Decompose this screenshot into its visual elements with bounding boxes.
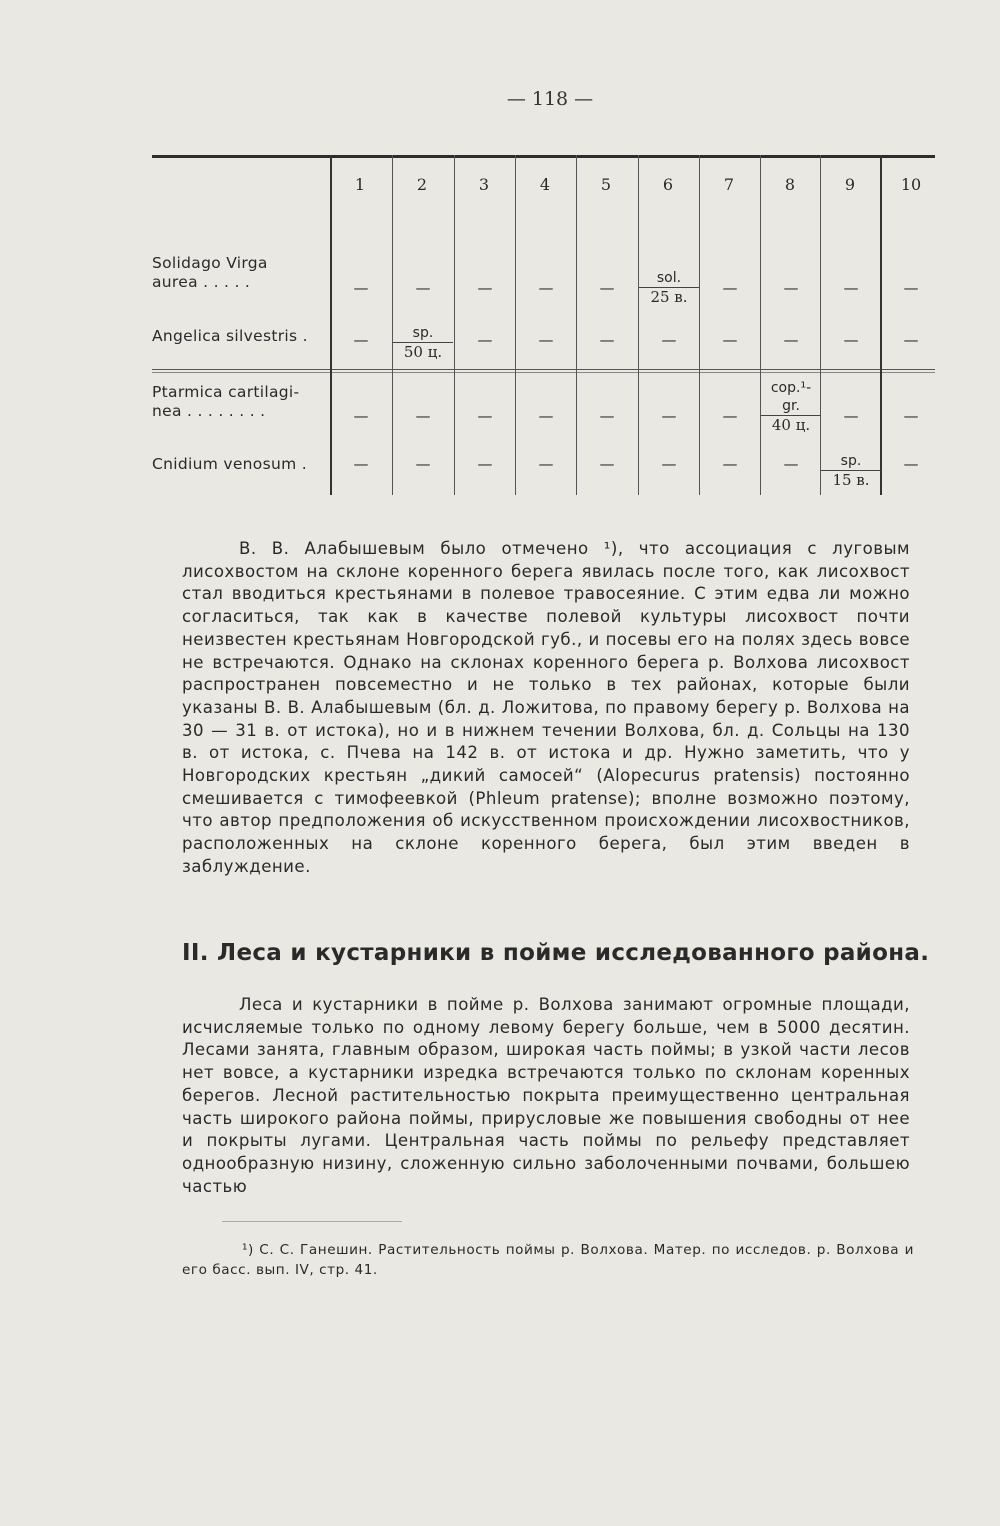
table-cell-dash: — bbox=[661, 407, 677, 425]
table-cell-abundance bbox=[821, 452, 881, 489]
table-cell-dash: — bbox=[477, 331, 493, 349]
abundance-value: cop.¹-gr. bbox=[770, 380, 812, 414]
table-cell-dash: — bbox=[783, 455, 799, 473]
abundance-location: 15 в. bbox=[821, 470, 881, 489]
column-number-5: 5 bbox=[600, 175, 612, 194]
table-cell-dash: — bbox=[843, 279, 859, 297]
table-cell-dash: — bbox=[722, 407, 738, 425]
table-column-divider bbox=[330, 155, 332, 495]
species-name-line: Ptarmica cartilagi- bbox=[152, 383, 300, 401]
table-cell-abundance bbox=[639, 269, 699, 306]
paragraph-1-text: В. В. Алабышевым было отмечено ¹), что ассоциация с луговым лисохвостом на склоне коренного берега явилась после того, как лисохвост стал вводиться крестьянами в полевое травосеяние. С этим едва ли можно согласиться, так как в качестве полевой культуры лисохвост почти неизвестен крестьянам Новгородской губ., и посевы его на полях здесь вовсе не встречаются. Однако на склонах коренного берега р. Волхова лисохвост распространен повсеместно и не только в тех районах, которые были указаны В. В. Алабышевым (бл. д. Ложитова, по правому берегу р. Волхова на 30 — 31 в. от истока), но и в нижнем течении Волхова, бл. д. Сольцы на 130 в. от истока, с. Пчева на 142 в. от истока и др. Нужно заметить, что у Новгородских крестьян „дикий самосей“ (Alopecurus pratensis) постоянно смешивается с тимофеевкой (Phleum pratense); вполне возможно поэтому, что автор предположения об искусственном происхождении лисохвостников, расположенных на склоне коренного берега, был этим введен в заблуждение. bbox=[182, 539, 910, 876]
table-cell-dash: — bbox=[477, 407, 493, 425]
abundance-value: sp. bbox=[840, 453, 862, 469]
table-cell-dash: — bbox=[903, 279, 919, 297]
column-number-7: 7 bbox=[723, 175, 735, 194]
species-name bbox=[152, 455, 327, 474]
table-column-divider bbox=[515, 155, 516, 495]
footnote bbox=[182, 1240, 914, 1280]
table-column-divider bbox=[820, 155, 821, 495]
table-cell-dash: — bbox=[903, 407, 919, 425]
table-cell-dash: — bbox=[415, 455, 431, 473]
species-name-line: nea . . . . . . . . bbox=[152, 402, 266, 420]
page-number: — 118 — bbox=[506, 88, 594, 110]
table-cell-dash: — bbox=[353, 331, 369, 349]
table-cell-dash: — bbox=[599, 331, 615, 349]
table-cell-dash: — bbox=[538, 331, 554, 349]
species-name-line: Cnidium venosum . bbox=[152, 455, 307, 473]
table-cell-dash: — bbox=[477, 455, 493, 473]
table-column-divider bbox=[760, 155, 761, 495]
column-number-8: 8 bbox=[784, 175, 796, 194]
table-cell-dash: — bbox=[538, 407, 554, 425]
table-top-rule bbox=[152, 155, 935, 158]
table-cell-dash: — bbox=[599, 279, 615, 297]
table-cell-dash: — bbox=[538, 455, 554, 473]
column-number-10: 10 bbox=[900, 175, 922, 194]
column-number-3: 3 bbox=[478, 175, 490, 194]
abundance-location: 50 ц. bbox=[393, 342, 453, 361]
table-cell-dash: — bbox=[843, 407, 859, 425]
table-cell-dash: — bbox=[783, 331, 799, 349]
table-cell-dash: — bbox=[353, 455, 369, 473]
column-number-9: 9 bbox=[844, 175, 856, 194]
paragraph-forests bbox=[182, 994, 910, 1198]
column-number-1: 1 bbox=[354, 175, 366, 194]
species-name-line: aurea . . . . . bbox=[152, 273, 251, 291]
vegetation-table bbox=[152, 155, 935, 495]
table-cell-dash: — bbox=[477, 279, 493, 297]
footnote-rule bbox=[222, 1221, 402, 1222]
abundance-location: 40 ц. bbox=[761, 415, 821, 434]
table-cell-dash: — bbox=[415, 407, 431, 425]
paragraph-alabyshev bbox=[182, 538, 910, 879]
species-name bbox=[152, 327, 327, 346]
abundance-value: sol. bbox=[656, 270, 682, 286]
table-header-rule-2 bbox=[152, 372, 935, 373]
column-number-4: 4 bbox=[539, 175, 551, 194]
table-column-divider bbox=[576, 155, 577, 495]
paragraph-2-text: Леса и кустарники в пойме р. Волхова занимают огромные площади, исчисляемые только по одному левому берегу больше, чем в 5000 десятин. Лесами занята, главным образом, широкая часть поймы; в узкой части лесов нет вовсе, а кустарники изредка встречаются только по склонам коренных берегов. Лесной растительностью покрыта преимущественно центральная часть широкого района поймы, прирусловые же повышения свободны от нее и покрыты лугами. Центральная часть поймы по рельефу представляет однообразную низину, сложенную сильно заболоченными почвами, большею частью bbox=[182, 995, 910, 1196]
column-number-2: 2 bbox=[416, 175, 428, 194]
table-cell-dash: — bbox=[415, 279, 431, 297]
table-cell-dash: — bbox=[903, 455, 919, 473]
table-cell-dash: — bbox=[783, 279, 799, 297]
species-name-line: Angelica silvestris . bbox=[152, 327, 308, 345]
species-name bbox=[152, 383, 327, 421]
table-cell-dash: — bbox=[843, 331, 859, 349]
footnote-text: ¹) С. С. Ганешин. Растительность поймы р. Волхова. Матер. по исследов. р. Волхова и его басс. вып. IV, стр. 41. bbox=[182, 1242, 914, 1278]
abundance-location: 25 в. bbox=[639, 287, 699, 306]
table-cell-dash: — bbox=[661, 455, 677, 473]
table-cell-dash: — bbox=[722, 279, 738, 297]
table-column-divider bbox=[880, 155, 882, 495]
table-cell-dash: — bbox=[722, 455, 738, 473]
table-cell-dash: — bbox=[599, 455, 615, 473]
species-name-line: Solidago Virga bbox=[152, 254, 268, 272]
table-cell-abundance bbox=[761, 379, 821, 434]
section-heading: II. Леса и кустарники в пойме исследованного района. bbox=[182, 940, 930, 966]
table-cell-abundance bbox=[393, 324, 453, 361]
table-cell-dash: — bbox=[353, 279, 369, 297]
table-header-rule bbox=[152, 369, 935, 370]
table-column-divider bbox=[454, 155, 455, 495]
species-name bbox=[152, 254, 327, 292]
table-column-divider bbox=[699, 155, 700, 495]
abundance-value: sp. bbox=[412, 325, 434, 341]
table-cell-dash: — bbox=[722, 331, 738, 349]
column-number-6: 6 bbox=[662, 175, 674, 194]
table-cell-dash: — bbox=[353, 407, 369, 425]
table-cell-dash: — bbox=[661, 331, 677, 349]
table-cell-dash: — bbox=[599, 407, 615, 425]
table-column-divider bbox=[638, 155, 639, 495]
table-cell-dash: — bbox=[538, 279, 554, 297]
table-cell-dash: — bbox=[903, 331, 919, 349]
